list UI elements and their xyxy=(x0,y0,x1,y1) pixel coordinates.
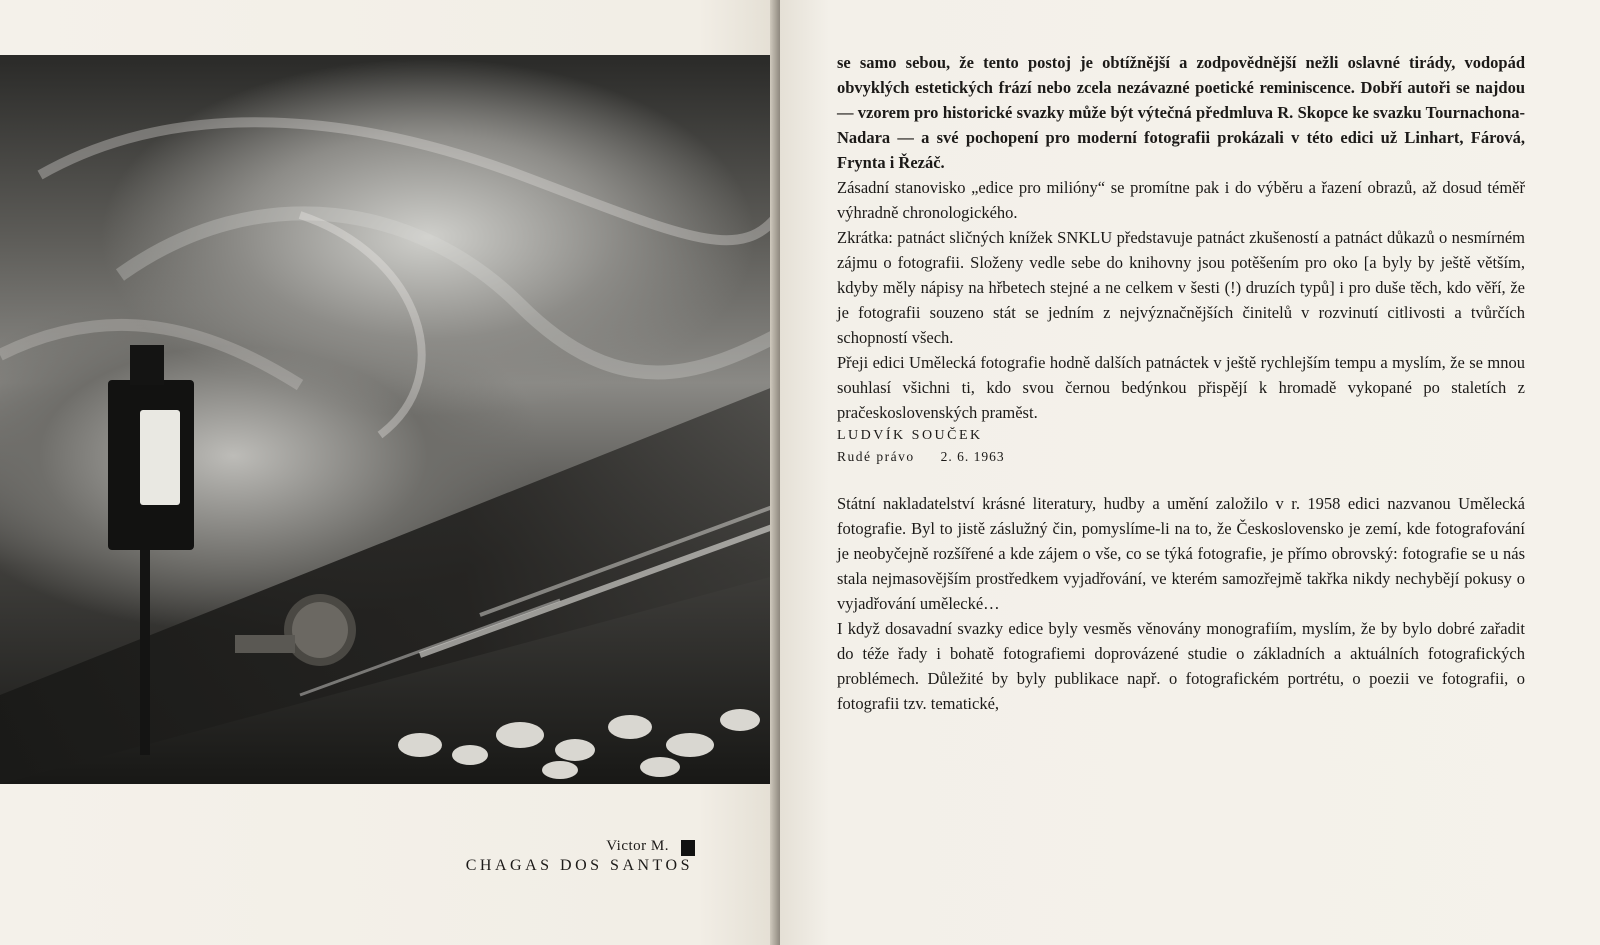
paragraph-6: I když dosavadní svazky edice byly vesměs věnovány monografiím, myslím, že by bylo dobré zařadit do téže řady i bohatě fotografiemi doprovázené studie o základních a aktuálních fotografických problémech. Důležité by byly publikace např. o fotografickém portrétu, o poezii ve fotografii, o fotografii tzv. tematické, xyxy=(837,619,1525,713)
paragraph-2: Zásadní stanovisko „edice pro milióny“ se promítne pak i do výběru a řazení obrazů, až dosud téměř výhradně chronologického. xyxy=(837,178,1525,222)
source-name: Rudé právo xyxy=(837,449,915,464)
photographer-first-name: Victor M. xyxy=(606,838,669,854)
source-line xyxy=(837,447,1525,467)
square-marker-icon xyxy=(681,840,695,856)
author-signature: LUDVÍK SOUČEK xyxy=(837,428,983,443)
article-text xyxy=(837,50,1525,716)
paragraph-3: Zkrátka: patnáct sličných knížek SNKLU představuje patnáct zkušeností a patnáct důkazů o nesmírném zájmu o fotografii. Složeny vedle sebe do knihovny jsou potěšením pro oko [a byly by ještě větším, kdyby měly nápisy na hřbetech stejné a ne celkem v šesti (!) druzích typů] i pro duše těch, kdo věří, že je fotografii souzeno stát se jedním z nejvýznačnějších činitelů v rozvinutí citlivosti a tvůrčích schopností všech. xyxy=(837,228,1525,347)
photo-caption xyxy=(466,838,693,875)
paragraph-1: se samo sebou, že tento postoj je obtížnější a zodpovědnější nežli oslavné tirády, vodopád obvyklých estetických frází nebo zcela nezávazné poetické reminiscence. Dobří autoři se najdou — vzorem pro historické svazky může být výtečná předmluva R. Skopce ke svazku Tournachona-Nadara — a své pochopení pro moderní fotografii prokázali v této edici už Linhart, Fárová, Frynta i Řezáč. xyxy=(837,53,1525,172)
paragraph-5: Státní nakladatelství krásné literatury, hudby a umění založilo v r. 1958 edici nazvanou Umělecká fotografie. Byl to jistě záslužný čin, pomyslíme-li na to, že Československo je zemí, kde fotografování je neobyčejně rozšířené a kde zájem o vše, co se týká fotografie, je přímo obrovský: fotografie se u nás stala nejmasovějším prostředkem vyjadřování, ve kterém samozřejmě takřka nikdy nechybějí pokusy o vyjadřování umělecké… xyxy=(837,494,1525,613)
paragraph-4: Přeji edici Umělecká fotografie hodně dalších patnáctek v ještě rychlejším tempu a myslím, že se mnou souhlasí všichni ti, kdo svou černou bedýnkou přispějí k hromadě vykopané po staletích z pračeskoslovenských praměst. xyxy=(837,353,1525,422)
left-page xyxy=(0,0,775,945)
photo-illustration xyxy=(0,55,778,784)
photographer-last-name: CHAGAS DOS SANTOS xyxy=(465,857,693,874)
source-date: 2. 6. 1963 xyxy=(940,449,1005,464)
photograph-train-signal-lamp xyxy=(0,55,778,784)
